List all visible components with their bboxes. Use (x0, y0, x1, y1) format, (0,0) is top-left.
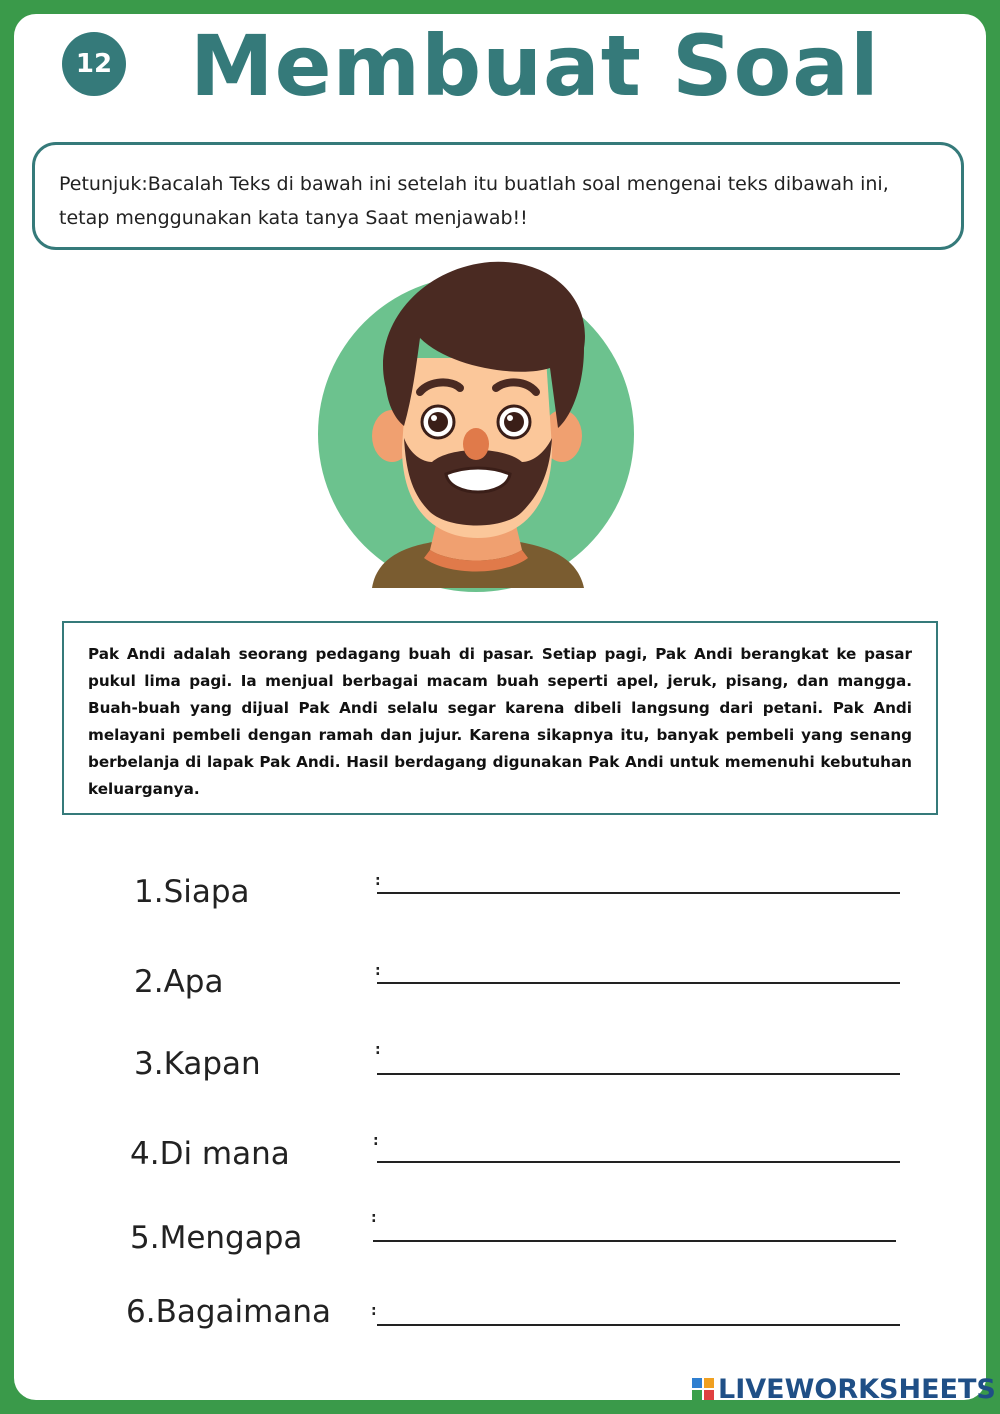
answer-line-apa[interactable] (377, 982, 900, 984)
nose (463, 428, 489, 460)
right-pupil (504, 412, 524, 432)
question-label-bagaimana: 6.Bagaimana (126, 1294, 331, 1330)
liveworksheets-grid-icon (692, 1378, 714, 1400)
question-label-siapa: 1.Siapa (134, 874, 250, 910)
reading-passage-box (62, 621, 938, 815)
answer-line-di-mana[interactable] (377, 1161, 900, 1163)
instructions-text: Petunjuk:Bacalah Teks di bawah ini setelah itu buatlah soal mengenai teks dibawah ini, tetap menggunakan kata tanya Saat menjawab!! (59, 173, 889, 229)
answer-line-bagaimana[interactable] (377, 1324, 900, 1326)
question-colon: : (371, 1210, 377, 1226)
man-portrait-illustration (300, 258, 660, 608)
question-colon: : (375, 963, 381, 979)
question-colon: : (373, 1133, 379, 1149)
left-pupil (428, 412, 448, 432)
answer-line-mengapa[interactable] (373, 1240, 896, 1242)
liveworksheets-brand-text: LIVEWORKSHEETS (718, 1373, 996, 1405)
reading-passage-text: Pak Andi adalah seorang pedagang buah di pasar. Setiap pagi, Pak Andi berangkat ke pasar pukul lima pagi. Ia menjual berbagai macam buah seperti apel, jeruk, pisang, dan mangga. Buah-buah yang dijual Pak Andi selalu segar karena dibeli langsung dari petani. Pak Andi melayani pembeli dengan ramah dan jujur. Karena sikapnya itu, banyak pembeli yang senang berbelanja di lapak Pak Andi. Hasil berdagang digunakan Pak Andi untuk memenuhi kebutuhan keluarganya. (88, 645, 912, 798)
question-label-di-mana: 4.Di mana (130, 1136, 290, 1172)
question-label-mengapa: 5.Mengapa (130, 1220, 303, 1256)
instructions-box (32, 142, 964, 250)
question-label-apa: 2.Apa (134, 964, 224, 1000)
answer-line-kapan[interactable] (377, 1073, 900, 1075)
answer-line-siapa[interactable] (377, 892, 900, 894)
question-colon: : (375, 873, 381, 889)
liveworksheets-logo (692, 1374, 996, 1404)
worksheet-number: 12 (75, 49, 113, 79)
question-label-kapan: 3.Kapan (134, 1046, 261, 1082)
worksheet-number-badge (62, 32, 126, 96)
page-title: Membuat Soal (190, 17, 880, 115)
question-colon: : (375, 1042, 381, 1058)
question-colon: : (371, 1303, 377, 1319)
